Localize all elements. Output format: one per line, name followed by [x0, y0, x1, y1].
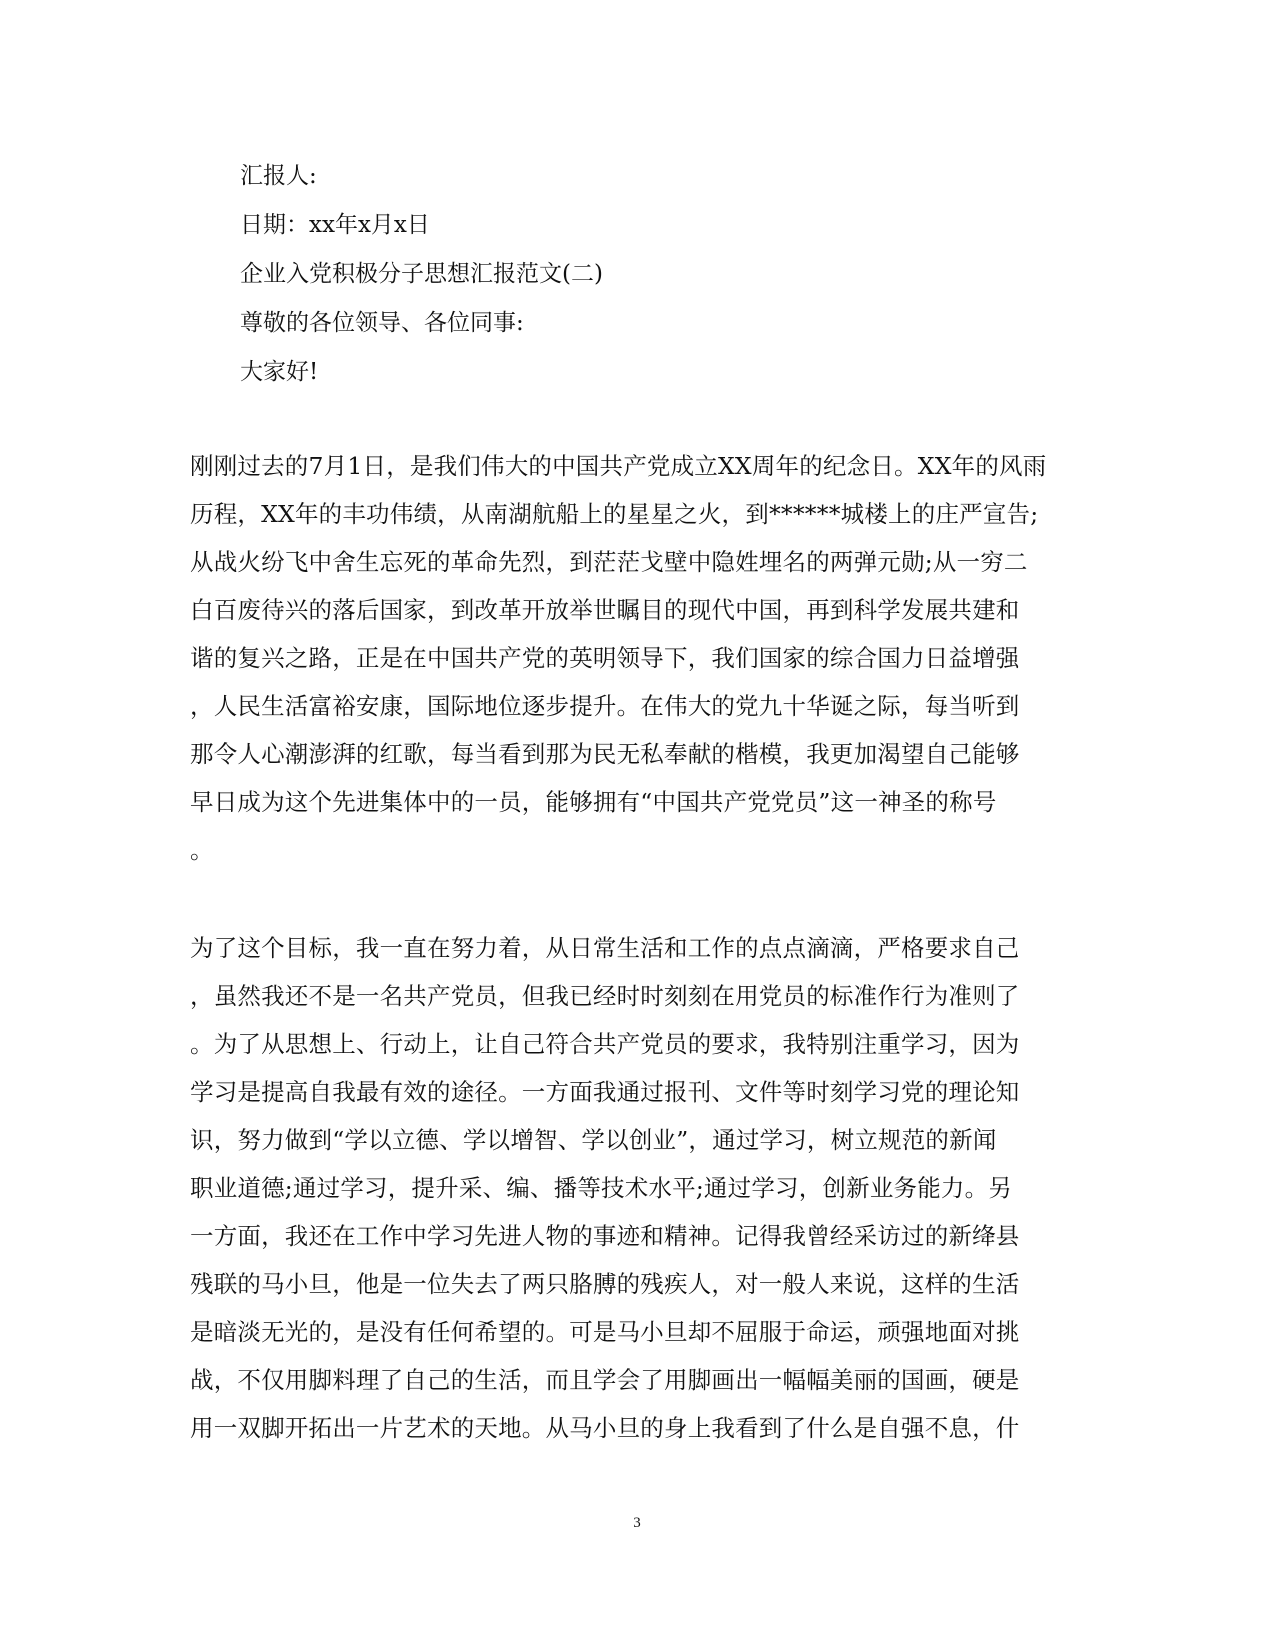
paragraph-line: 从战火纷飞中舍生忘死的革命先烈，到茫茫戈壁中隐姓埋名的两弹元勋;从一穷二: [190, 548, 1028, 576]
paragraph-study: [190, 924, 1070, 1452]
document-title: 企业入党积极分子思想汇报范文(二): [240, 261, 603, 287]
paragraph-line: 。为了从思想上、行动上，让自己符合共产党员的要求，我特别注重学习，因为: [190, 1030, 1020, 1058]
paragraph-line: 历程，XX年的丰功伟绩，从南湖航船上的星星之火，到******城楼上的庄严宣告;: [190, 500, 1039, 528]
page-number: 3: [633, 1515, 641, 1531]
paragraph-line: 职业道德;通过学习，提升采、编、播等技术水平;通过学习，创新业务能力。另: [190, 1174, 1013, 1202]
paragraph-line: 那令人心潮澎湃的红歌，每当看到那为民无私奉献的楷模，我更加渴望自己能够: [190, 740, 1020, 768]
paragraph-line: 战，不仅用脚料理了自己的生活，而且学会了用脚画出一幅幅美丽的国画，硬是: [190, 1366, 1020, 1394]
paragraph-line: 学习是提高自我最有效的途径。一方面我通过报刊、文件等时刻学习党的理论知: [190, 1078, 1020, 1106]
reporter-line: 汇报人:: [240, 163, 317, 189]
paragraph-line: 用一双脚开拓出一片艺术的天地。从马小旦的身上我看到了什么是自强不息，什: [190, 1414, 1020, 1442]
paragraph-line: 白百废待兴的落后国家，到改革开放举世瞩目的现代中国，再到科学发展共建和: [190, 596, 1020, 624]
greeting: 大家好!: [240, 359, 319, 385]
paragraph-line: 刚刚过去的7月1日，是我们伟大的中国共产党成立XX周年的纪念日。XX年的风雨: [190, 452, 1047, 480]
report-header: [240, 152, 603, 397]
paragraph-line: 。: [190, 836, 214, 864]
paragraph-line: 为了这个目标，我一直在努力着，从日常生活和工作的点点滴滴，严格要求自己: [190, 934, 1020, 962]
salutation: 尊敬的各位领导、各位同事:: [240, 310, 524, 336]
paragraph-line: 早日成为这个先进集体中的一员，能够拥有“中国共产党党员”这一神圣的称号: [190, 788, 997, 816]
paragraph-line: 是暗淡无光的，是没有任何希望的。可是马小旦却不屈服于命运，顽强地面对挑: [190, 1318, 1020, 1346]
paragraph-line: ，虽然我还不是一名共产党员，但我已经时时刻刻在用党员的标准作行为准则了: [190, 982, 1020, 1010]
paragraph-line: 识，努力做到“学以立德、学以增智、学以创业”，通过学习，树立规范的新闻: [190, 1126, 997, 1154]
paragraph-line: 谐的复兴之路，正是在中国共产党的英明领导下，我们国家的综合国力日益增强: [190, 644, 1020, 672]
paragraph-anniversary: [190, 442, 1070, 874]
paragraph-line: ，人民生活富裕安康，国际地位逐步提升。在伟大的党九十华诞之际，每当听到: [190, 692, 1020, 720]
paragraph-line: 一方面，我还在工作中学习先进人物的事迹和精神。记得我曾经采访过的新绛县: [190, 1222, 1020, 1250]
paragraph-line: 残联的马小旦，他是一位失去了两只胳膊的残疾人，对一般人来说，这样的生活: [190, 1270, 1020, 1298]
date-line: 日期：xx年x月x日: [240, 212, 430, 238]
